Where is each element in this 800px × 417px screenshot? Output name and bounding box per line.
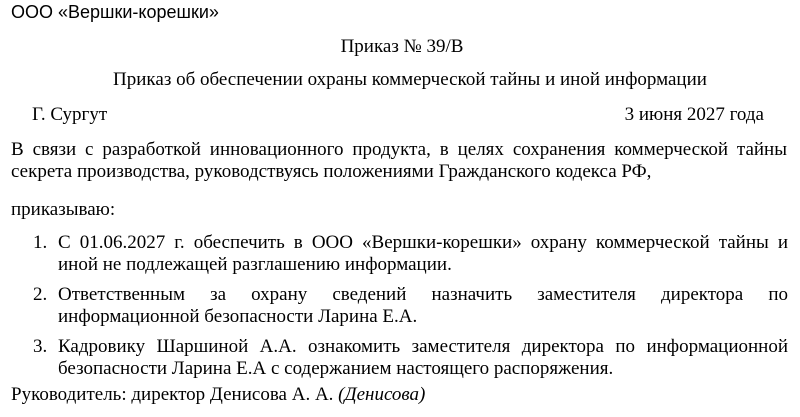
order-title: Приказ об обеспечении охраны коммерческой тайны и иной информации (113, 69, 707, 90)
order-item-text: С 01.06.2027 г. обеспечить в ООО «Вершки-корешки» охрану коммерческой тайны и иной не подлежащей разглашению информации. (58, 232, 788, 275)
order-item-text: Ответственным за охрану сведений назначить заместителя директора по информационной безопасности Ларина Е.А. (58, 284, 788, 327)
organization-name: ООО «Вершки-корешки» (11, 2, 219, 22)
order-date: 3 июня 2027 года (624, 104, 764, 125)
order-item (33, 336, 788, 380)
order-item-number: 1. (33, 232, 48, 253)
order-item-number: 2. (33, 284, 48, 305)
decree-word: приказываю: (11, 199, 116, 220)
order-city: Г. Сургут (32, 104, 108, 125)
order-item (33, 284, 788, 328)
signature-label: Руководитель: директор Денисова А. А. (11, 384, 334, 405)
signature-name: (Денисова) (338, 384, 426, 405)
order-item (33, 232, 788, 276)
order-number: Приказ № 39/В (340, 36, 464, 57)
order-item-text: Кадровику Шаршиной А.А. ознакомить заместителя директора по информационной безопасности Ларина Е.А с содержанием настоящего распоряжения. (58, 336, 788, 379)
order-items-list (33, 232, 788, 388)
preamble-paragraph: В связи с разработкой инновационного продукта, в целях сохранения коммерческой тайны секрета производства, руководствуясь положениями Гражданского кодекса РФ, (11, 139, 787, 182)
signature-line (11, 384, 425, 406)
order-item-number: 3. (33, 336, 48, 357)
